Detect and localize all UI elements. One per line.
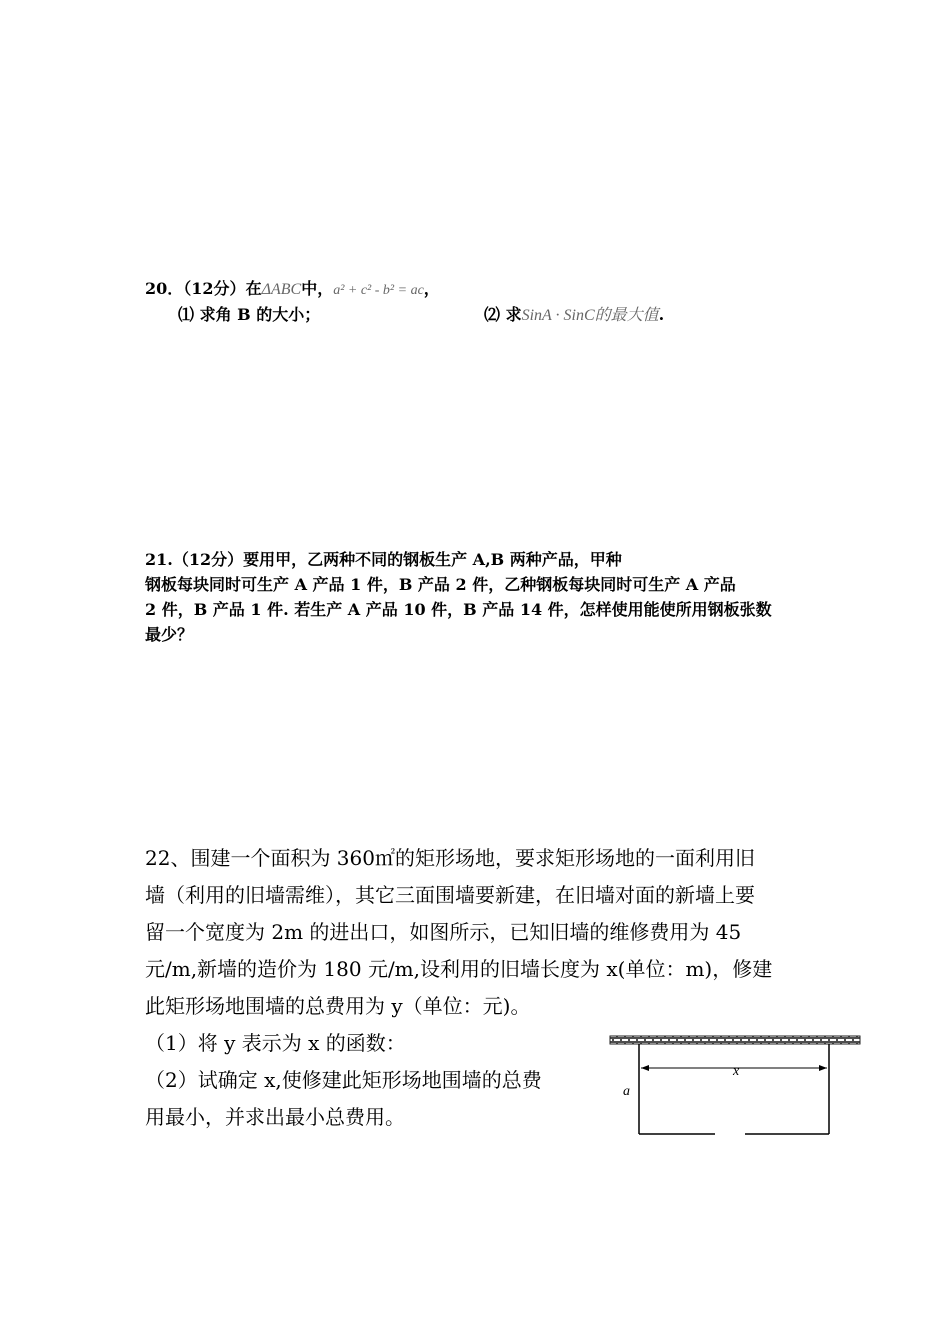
q22-line4: 元/m,新墙的造价为 180 元/m,设利用的旧墙长度为 x(单位：m)，修建 <box>145 957 773 981</box>
label-x: x <box>733 1064 740 1079</box>
q22-part1: （1）将 y 表示为 x 的函数： <box>145 1031 406 1055</box>
q20-triangle: ΔABC <box>261 281 302 298</box>
q22-line3: 留一个宽度为 2m 的进出口，如图所示，已知旧墙的维修费用为 45 <box>145 920 742 944</box>
q20-equation: a² + c² - b² = ac <box>333 283 424 298</box>
q20-part2-math: SinA · SinC的最大值 <box>521 307 659 324</box>
q20-part2-prefix: ⑵ 求 <box>484 305 522 324</box>
q22-line2: 墙（利用的旧墙需维），其它三面围墙要新建，在旧墙对面的新墙上要 <box>145 883 755 907</box>
label-a: a <box>623 1084 630 1099</box>
q21-line: 21.（12分）要用甲，乙两种不同的钢板生产 A,B 两种产品，甲种 <box>145 550 622 569</box>
arrow-left-icon <box>641 1065 649 1071</box>
q22-line5: 此矩形场地围墙的总费用为 y（单位：元)。 <box>145 994 531 1018</box>
q20-score: （12分） <box>183 279 246 298</box>
q20-tail: ， <box>423 279 440 298</box>
q22-part2b: 用最小，并求出最小总费用。 <box>145 1105 405 1129</box>
q20-part2-suffix: . <box>658 305 665 324</box>
q20-line1 <box>145 276 440 299</box>
q22-line1: 22、围建一个面积为 360㎡的矩形场地，要求矩形场地的一面利用旧 <box>145 846 755 870</box>
q20-mid: 中， <box>301 279 334 298</box>
enclosure-figure <box>605 1030 865 1145</box>
q20-part1: ⑴ 求角 B 的大小； <box>178 305 321 324</box>
arrow-right-icon <box>819 1065 827 1071</box>
old-wall <box>610 1036 860 1044</box>
q21-line: 2 件，B 产品 1 件. 若生产 A 产品 10 件，B 产品 14 件，怎样使用能使所用钢板张数 <box>145 600 772 619</box>
q21-block <box>145 547 772 647</box>
q21-line: 最少？ <box>145 625 194 644</box>
q20-part2 <box>484 302 664 325</box>
q20-number: 20． <box>145 279 184 298</box>
q22-part2a: （2）试确定 x,使修建此矩形场地围墙的总费 <box>145 1068 542 1092</box>
q20-intro: 在 <box>245 279 262 298</box>
q21-line: 钢板每块同时可生产 A 产品 1 件，B 产品 2 件，乙种钢板每块同时可生产 A 产品 <box>145 575 736 594</box>
